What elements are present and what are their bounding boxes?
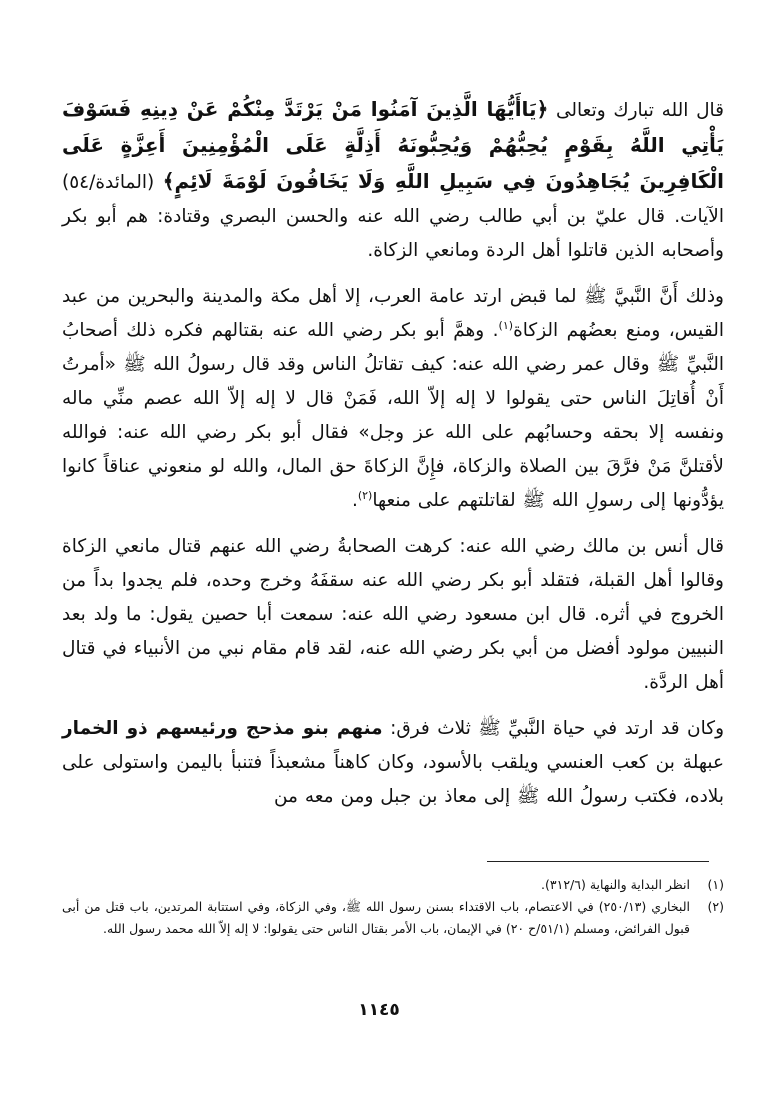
quran-verse: ﴿يَاأَيُّهَا الَّذِينَ آمَنُوا مَنْ يَرْتَدَّ مِنْكُمْ عَنْ دِينِهِ فَسَوْفَ يَأْتِي اللَّهُ بِقَوْمٍ يُحِبُّهُمْ وَيُحِبُّونَهُ أَذِلَّةٍ عَلَى الْمُؤْمِنِينَ أَعِزَّةٍ عَلَى الْكَافِرِينَ يُجَاهِدُونَ فِي سَبِيلِ اللَّهِ وَلَا يَخَافُونَ لَوْمَةَ لَائِمٍ﴾: [62, 97, 724, 193]
footnote-text: انظر البداية والنهاية (٣١٢/٦).: [541, 877, 690, 892]
paragraph-4: [62, 712, 724, 814]
paragraph-3-text: قال أنس بن مالك رضي الله عنه: كرهت الصحابةُ رضي الله عنهم قتال مانعي الزكاة وقالوا أهل القبلة، فتقلد أبو بكر رضي الله عنه سقفَهُ وخرج وحده، فلم يجدوا بداً من الخروج في أثره. قال ابن مسعود رضي الله عنه: سمعت أبا حصين يقول: ما ولد بعد النبيين مولود أفضل من أبي بكر رضي الله عنه، لقد قام مقام نبي من الأنبياء في قتال أهل الردَّة.: [62, 536, 724, 693]
paragraph-4-bold: منهم بنو مذحج ورئيسهم ذو الخمار: [62, 718, 383, 739]
footnote-divider: [487, 861, 709, 862]
paragraph-2-part1: وذلك أَنَّ النَّبيَّ ﷺ لما قبض ارتد عامة العرب، إلا أهل مكة والمدينة والبحرين من عبد القيس، ومنع بعضُهم الزكاة: [62, 286, 724, 341]
footnote-text: البخاري (٢٥٠/١٣) في الاعتصام، باب الاقتداء بسنن رسول الله ﷺ، وفي الزكاة، وفي استتابة المرتدين، باب قتل من أبى قبول الفرائض، ومسلم (٥١/١/ح ٢٠) في الإيمان، باب الأمر بقتال الناس حتى يقولوا: لا إله إلاّ الله محمد رسول الله.: [62, 899, 690, 936]
paragraph-1-rest: (المائدة/٥٤) الآيات. قال عليّ بن أبي طالب رضي الله عنه والحسن البصري وقتادة: هم أبو بكر وأصحابه الذين قاتلوا أهل الردة ومانعي الزكاة.: [62, 172, 724, 261]
footnote-1: [62, 874, 724, 896]
footnote-number: (١): [707, 877, 724, 892]
footnote-2: [62, 896, 724, 940]
paragraph-1-intro: قال الله تبارك وتعالى: [555, 100, 724, 121]
footnote-number: (٢): [707, 899, 724, 914]
footnotes: [62, 874, 724, 940]
paragraph-4-part2: عبهلة بن كعب العنسي ويلقب بالأسود، وكان كاهناً مشعبذاً فتنبأ باليمن واستولى على بلاده، فكتب رسولُ الله ﷺ إلى معاذ بن جبل ومن معه من: [62, 752, 724, 807]
paragraph-2-part2: . وهمَّ أبو بكر رضي الله عنه بقتالهم فكره ذلك أصحابُ النَّبيِّ ﷺ وقال عمر رضي الله عنه: كيف تقاتلُ الناس وقد قال رسولُ الله ﷺ «أمرتُ أَنْ أُقاتِلَ الناس حتى يقولوا لا إله إلاّ الله، فَمَنْ قال لا إله إلاّ الله عصم منِّي ماله ونفسه إلا بحقه وحسابُهم على الله عز وجل» فقال أبو بكر رضي الله عنه: فوالله لأقتلنَّ مَنْ فرَّقَ بين الصلاة والزكاة، فإِنَّ الزكاةَ حق المال، والله لو منعوني عناقاً كانوا يؤدُّونها إلى رسولِ الله ﷺ لقاتلتهم على منعها: [62, 320, 724, 511]
footnote-ref-2: (٢): [357, 488, 373, 502]
paragraph-4-part1: وكان قد ارتد في حياة النَّبيِّ ﷺ ثلاث فرق:: [382, 718, 724, 739]
paragraph-1: [62, 92, 724, 268]
main-text: [62, 92, 724, 814]
page-number: ١١٤٥: [358, 1000, 400, 1020]
paragraph-2: [62, 280, 724, 518]
paragraph-2-part3: .: [351, 490, 358, 511]
footnote-ref-1: (١): [498, 318, 514, 332]
paragraph-3: [62, 530, 724, 700]
